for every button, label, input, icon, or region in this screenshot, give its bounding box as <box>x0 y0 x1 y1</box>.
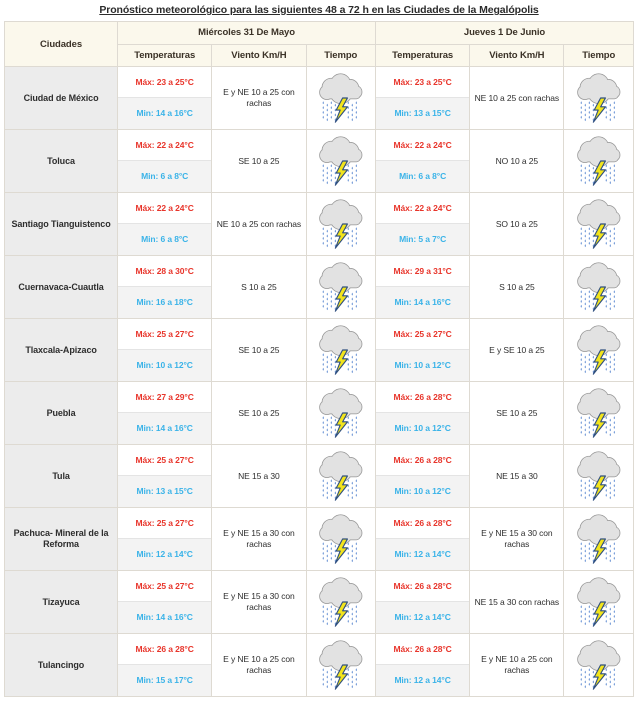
table-body <box>5 67 634 697</box>
table-header <box>5 22 634 67</box>
min-temperature: Min: 13 a 15°C <box>118 476 211 507</box>
thunderstorm-rain-icon <box>315 73 367 123</box>
min-temperature: Min: 12 a 14°C <box>376 665 469 696</box>
temperature-cell-d1 <box>118 319 212 382</box>
sky-condition-cell-d1 <box>306 256 376 319</box>
max-temperature: Máx: 26 a 28°C <box>376 445 469 476</box>
temperature-cell-d2 <box>376 571 470 634</box>
sky-condition-cell-d2 <box>564 382 634 445</box>
header-day1-temperatures: Temperaturas <box>118 44 212 67</box>
wind-cell-d1: E y NE 10 a 25 con rachas <box>212 634 306 697</box>
min-temperature: Min: 5 a 7°C <box>376 224 469 255</box>
max-temperature: Máx: 23 a 25°C <box>376 67 469 98</box>
wind-cell-d1: E y NE 15 a 30 con rachas <box>212 508 306 571</box>
max-temperature: Máx: 23 a 25°C <box>118 67 211 98</box>
thunderstorm-rain-icon <box>573 136 625 186</box>
temperature-cell-d2 <box>376 634 470 697</box>
max-temperature: Máx: 25 a 27°C <box>118 445 211 476</box>
min-temperature: Min: 6 a 8°C <box>376 161 469 192</box>
wind-cell-d2: E y SE 10 a 25 <box>470 319 564 382</box>
sky-condition-cell-d2 <box>564 319 634 382</box>
city-name-cell: Pachuca- Mineral de la Reforma <box>5 508 118 571</box>
wind-cell-d1: SE 10 a 25 <box>212 130 306 193</box>
temperature-cell-d1 <box>118 256 212 319</box>
temperature-cell-d2 <box>376 508 470 571</box>
min-temperature: Min: 14 a 16°C <box>118 602 211 633</box>
thunderstorm-rain-icon <box>573 262 625 312</box>
thunderstorm-rain-icon <box>573 73 625 123</box>
min-temperature: Min: 10 a 12°C <box>376 476 469 507</box>
table-row <box>5 508 634 571</box>
table-row <box>5 571 634 634</box>
header-day2-wind: Viento Km/H <box>470 44 564 67</box>
wind-cell-d2: NE 10 a 25 con rachas <box>470 67 564 130</box>
wind-cell-d2: E y NE 10 a 25 con rachas <box>470 634 564 697</box>
header-day2-sky: Tiempo <box>564 44 634 67</box>
table-row <box>5 256 634 319</box>
sky-condition-cell-d1 <box>306 193 376 256</box>
temperature-cell-d1 <box>118 571 212 634</box>
temperature-cell-d1 <box>118 445 212 508</box>
table-row <box>5 67 634 130</box>
thunderstorm-rain-icon <box>573 577 625 627</box>
temperature-cell-d1 <box>118 130 212 193</box>
max-temperature: Máx: 22 a 24°C <box>376 130 469 161</box>
min-temperature: Min: 16 a 18°C <box>118 287 211 318</box>
sky-condition-cell-d2 <box>564 508 634 571</box>
header-day2-temperatures: Temperaturas <box>376 44 470 67</box>
sky-condition-cell-d2 <box>564 130 634 193</box>
max-temperature: Máx: 26 a 28°C <box>376 634 469 665</box>
sky-condition-cell-d2 <box>564 256 634 319</box>
temperature-cell-d1 <box>118 508 212 571</box>
city-name-cell: Toluca <box>5 130 118 193</box>
sky-condition-cell-d1 <box>306 67 376 130</box>
sky-condition-cell-d1 <box>306 319 376 382</box>
sky-condition-cell-d2 <box>564 571 634 634</box>
min-temperature: Min: 12 a 14°C <box>118 539 211 570</box>
temperature-cell-d1 <box>118 382 212 445</box>
header-day-2: Jueves 1 De Junio <box>376 22 634 45</box>
city-name-cell: Cuernavaca-Cuautla <box>5 256 118 319</box>
table-row <box>5 382 634 445</box>
thunderstorm-rain-icon <box>315 514 367 564</box>
max-temperature: Máx: 26 a 28°C <box>376 508 469 539</box>
sky-condition-cell-d2 <box>564 445 634 508</box>
temperature-cell-d2 <box>376 445 470 508</box>
sky-condition-cell-d1 <box>306 634 376 697</box>
header-cities: Ciudades <box>5 22 118 67</box>
min-temperature: Min: 14 a 16°C <box>118 413 211 444</box>
header-day1-sky: Tiempo <box>306 44 376 67</box>
min-temperature: Min: 12 a 14°C <box>376 539 469 570</box>
table-row <box>5 130 634 193</box>
max-temperature: Máx: 25 a 27°C <box>118 571 211 602</box>
header-day-1: Miércoles 31 De Mayo <box>118 22 376 45</box>
wind-cell-d1: SE 10 a 25 <box>212 319 306 382</box>
temperature-cell-d2 <box>376 256 470 319</box>
thunderstorm-rain-icon <box>315 325 367 375</box>
temperature-cell-d2 <box>376 130 470 193</box>
thunderstorm-rain-icon <box>315 388 367 438</box>
thunderstorm-rain-icon <box>315 136 367 186</box>
min-temperature: Min: 12 a 14°C <box>376 602 469 633</box>
min-temperature: Min: 10 a 12°C <box>118 350 211 381</box>
thunderstorm-rain-icon <box>315 199 367 249</box>
sky-condition-cell-d1 <box>306 382 376 445</box>
thunderstorm-rain-icon <box>573 451 625 501</box>
sky-condition-cell-d1 <box>306 571 376 634</box>
min-temperature: Min: 15 a 17°C <box>118 665 211 696</box>
temperature-cell-d1 <box>118 67 212 130</box>
thunderstorm-rain-icon <box>315 640 367 690</box>
max-temperature: Máx: 22 a 24°C <box>118 193 211 224</box>
wind-cell-d1: NE 15 a 30 <box>212 445 306 508</box>
max-temperature: Máx: 25 a 27°C <box>376 319 469 350</box>
thunderstorm-rain-icon <box>573 640 625 690</box>
wind-cell-d1: E y NE 10 a 25 con rachas <box>212 67 306 130</box>
table-row <box>5 634 634 697</box>
temperature-cell-d2 <box>376 382 470 445</box>
temperature-cell-d2 <box>376 319 470 382</box>
city-name-cell: Tlaxcala-Apizaco <box>5 319 118 382</box>
min-temperature: Min: 10 a 12°C <box>376 413 469 444</box>
page-title: Pronóstico meteorológico para las siguientes 48 a 72 h en las Ciudades de la Megalópolis <box>99 4 539 16</box>
max-temperature: Máx: 29 a 31°C <box>376 256 469 287</box>
wind-cell-d1: E y NE 15 a 30 con rachas <box>212 571 306 634</box>
table-row <box>5 193 634 256</box>
temperature-cell-d2 <box>376 67 470 130</box>
thunderstorm-rain-icon <box>315 577 367 627</box>
sky-condition-cell-d1 <box>306 130 376 193</box>
min-temperature: Min: 14 a 16°C <box>376 287 469 318</box>
max-temperature: Máx: 25 a 27°C <box>118 319 211 350</box>
city-name-cell: Santiago Tianguistenco <box>5 193 118 256</box>
wind-cell-d2: S 10 a 25 <box>470 256 564 319</box>
sky-condition-cell-d2 <box>564 193 634 256</box>
city-name-cell: Tulancingo <box>5 634 118 697</box>
wind-cell-d2: E y NE 15 a 30 con rachas <box>470 508 564 571</box>
thunderstorm-rain-icon <box>573 514 625 564</box>
max-temperature: Máx: 26 a 28°C <box>376 571 469 602</box>
thunderstorm-rain-icon <box>315 451 367 501</box>
wind-cell-d2: NO 10 a 25 <box>470 130 564 193</box>
wind-cell-d2: NE 15 a 30 <box>470 445 564 508</box>
min-temperature: Min: 13 a 15°C <box>376 98 469 129</box>
wind-cell-d2: SE 10 a 25 <box>470 382 564 445</box>
max-temperature: Máx: 28 a 30°C <box>118 256 211 287</box>
thunderstorm-rain-icon <box>315 262 367 312</box>
city-name-cell: Ciudad de México <box>5 67 118 130</box>
temperature-cell-d1 <box>118 193 212 256</box>
sky-condition-cell-d2 <box>564 67 634 130</box>
table-row <box>5 319 634 382</box>
min-temperature: Min: 14 a 16°C <box>118 98 211 129</box>
max-temperature: Máx: 26 a 28°C <box>118 634 211 665</box>
city-name-cell: Puebla <box>5 382 118 445</box>
wind-cell-d2: SO 10 a 25 <box>470 193 564 256</box>
thunderstorm-rain-icon <box>573 199 625 249</box>
min-temperature: Min: 6 a 8°C <box>118 224 211 255</box>
wind-cell-d2: NE 15 a 30 con rachas <box>470 571 564 634</box>
wind-cell-d1: NE 10 a 25 con rachas <box>212 193 306 256</box>
sky-condition-cell-d1 <box>306 445 376 508</box>
city-name-cell: Tula <box>5 445 118 508</box>
sky-condition-cell-d2 <box>564 634 634 697</box>
max-temperature: Máx: 22 a 24°C <box>118 130 211 161</box>
wind-cell-d1: SE 10 a 25 <box>212 382 306 445</box>
max-temperature: Máx: 26 a 28°C <box>376 382 469 413</box>
thunderstorm-rain-icon <box>573 388 625 438</box>
forecast-table <box>4 21 634 697</box>
table-row <box>5 445 634 508</box>
temperature-cell-d2 <box>376 193 470 256</box>
min-temperature: Min: 10 a 12°C <box>376 350 469 381</box>
min-temperature: Min: 6 a 8°C <box>118 161 211 192</box>
temperature-cell-d1 <box>118 634 212 697</box>
wind-cell-d1: S 10 a 25 <box>212 256 306 319</box>
max-temperature: Máx: 22 a 24°C <box>376 193 469 224</box>
max-temperature: Máx: 27 a 29°C <box>118 382 211 413</box>
header-day1-wind: Viento Km/H <box>212 44 306 67</box>
thunderstorm-rain-icon <box>573 325 625 375</box>
sky-condition-cell-d1 <box>306 508 376 571</box>
city-name-cell: Tizayuca <box>5 571 118 634</box>
max-temperature: Máx: 25 a 27°C <box>118 508 211 539</box>
